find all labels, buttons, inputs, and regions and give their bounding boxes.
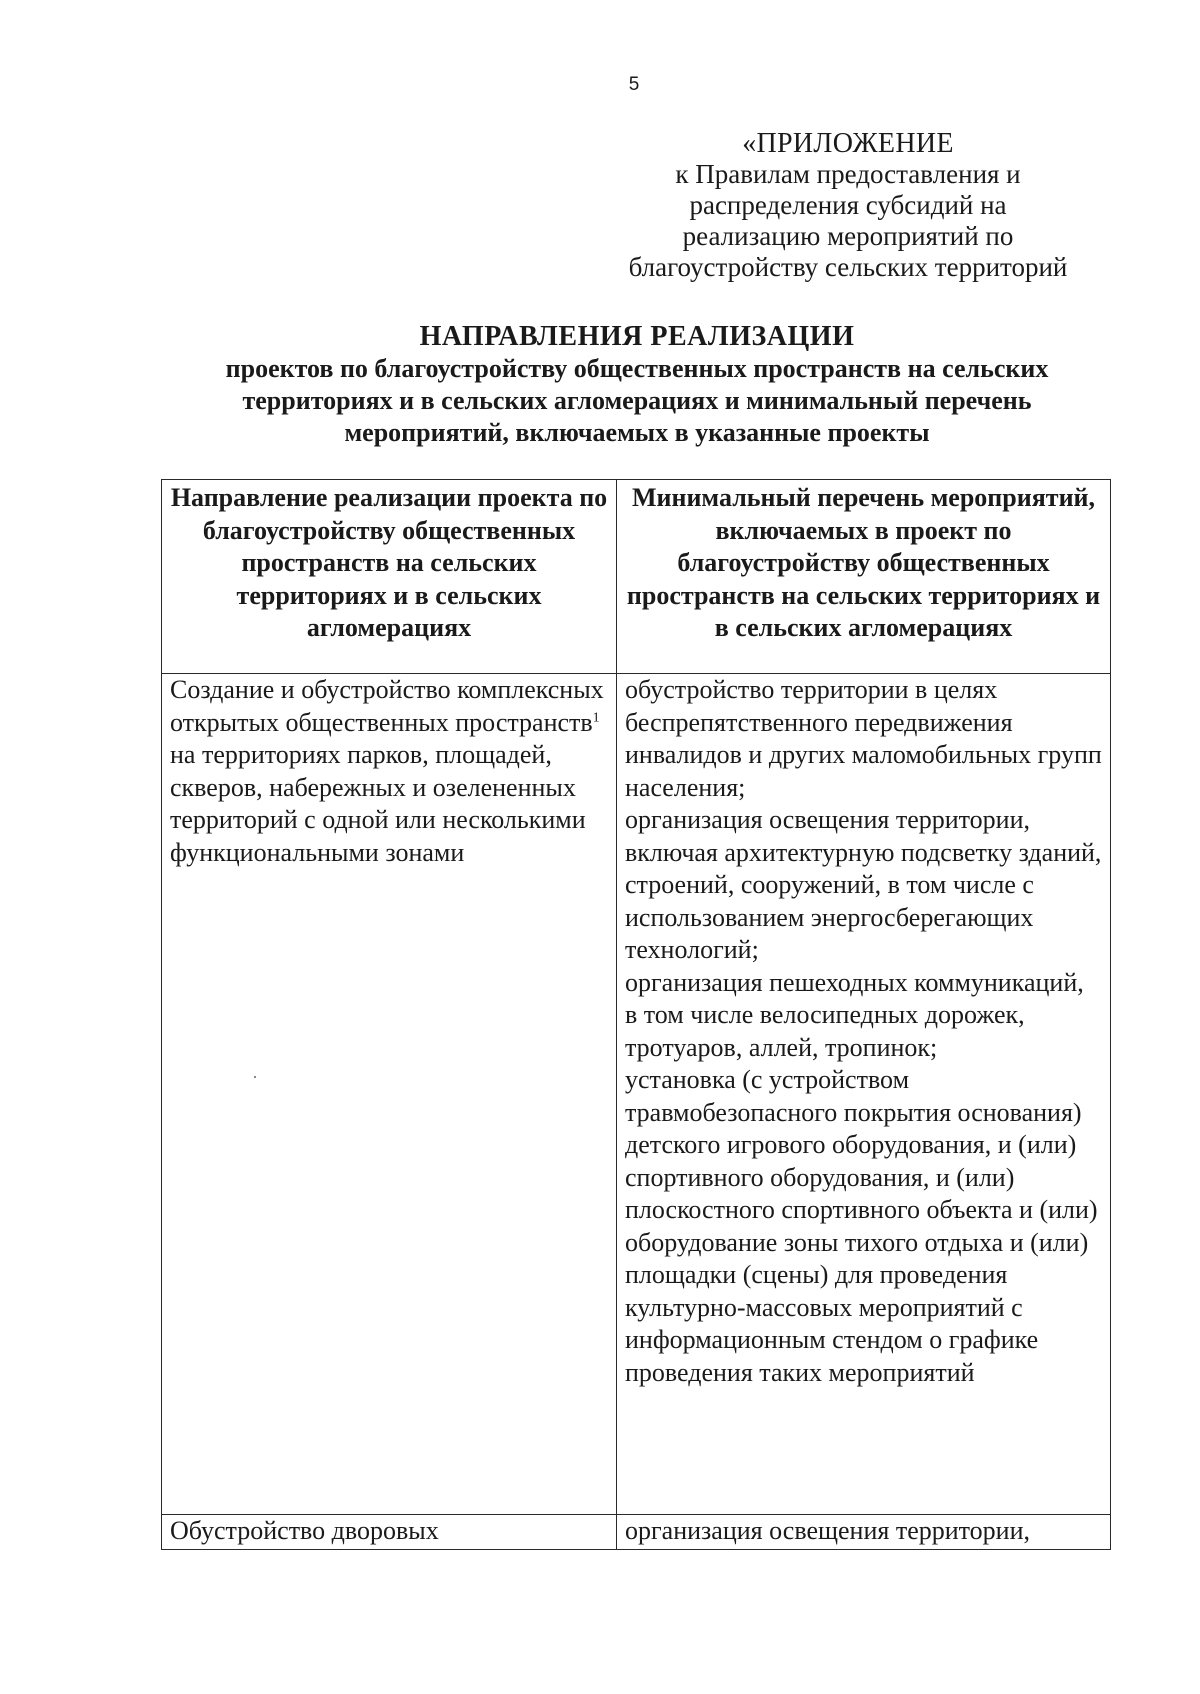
- direction-cell: Обустройство дворовых: [162, 1515, 617, 1550]
- title-subtitle-line: проектов по благоустройству общественных пространств на сельских: [225, 354, 1049, 383]
- direction-text-continued: на территориях парков, площадей, скверов, набережных и озелененных территорий с одной или несколькими функциональными зонами: [170, 740, 586, 867]
- appendix-line: реализацию мероприятий по: [682, 221, 1014, 251]
- title-main: НАПРАВЛЕНИЯ РЕАЛИЗАЦИИ: [419, 321, 855, 352]
- measure-item: установка (с устройством травмобезопасного покрытия основания) детского игрового оборудования, и (или) спортивного оборудования, и (или) плоскостного спортивного объекта и (или) оборудование зоны тихого отдыха и (или) площадки (сцены) для проведения культурно-массовых мероприятий с информационным стендом о графике проведения таких мероприятий: [625, 1065, 1098, 1387]
- measures-cell: [617, 674, 1111, 1515]
- table-row: [162, 1515, 1111, 1550]
- page-number: 5: [628, 74, 640, 95]
- measures-cell: [617, 1515, 1111, 1550]
- appendix-line: благоустройству сельских территорий: [628, 252, 1068, 282]
- table-row: [162, 674, 1111, 1515]
- document-title: [150, 321, 1124, 449]
- directions-table: [161, 479, 1111, 1550]
- direction-cell: [162, 674, 617, 1515]
- header-direction: Направление реализации проекта по благоустройству общественных пространств на сельских территориях и в сельских агломерациях: [162, 480, 617, 674]
- direction-text: Создание и обустройство комплексных открытых общественных пространств: [170, 675, 604, 737]
- measure-item: организация пешеходных коммуникаций, в том числе велосипедных дорожек, тротуаров, аллей, тропинок;: [625, 967, 1084, 1062]
- measure-item: обустройство территории в целях беспрепятственного передвижения инвалидов и других маломобильных групп населения;: [625, 675, 1102, 802]
- appendix-block: [560, 128, 1136, 283]
- header-measures: Минимальный перечень мероприятий, включаемых в проект по благоустройству общественных пространств на сельских территориях и в сельских агломерациях: [617, 480, 1111, 674]
- scan-speck: [254, 1076, 256, 1078]
- appendix-line: распределения субсидий на: [689, 190, 1007, 220]
- table-header-row: [162, 480, 1111, 674]
- measure-item: организация освещения территории, включая архитектурную подсветку зданий, строений, сооружений, в том числе с использованием энергосберегающих технологий;: [625, 805, 1102, 964]
- measure-item: организация освещения территории,: [625, 1516, 1030, 1545]
- appendix-heading: «ПРИЛОЖЕНИЕ: [742, 128, 954, 159]
- title-subtitle-line: территориях и в сельских агломерациях и минимальный перечень: [242, 386, 1032, 415]
- title-subtitle-line: мероприятий, включаемых в указанные проекты: [344, 418, 930, 447]
- appendix-line: к Правилам предоставления и: [675, 159, 1021, 189]
- footnote-reference: 1: [592, 709, 600, 725]
